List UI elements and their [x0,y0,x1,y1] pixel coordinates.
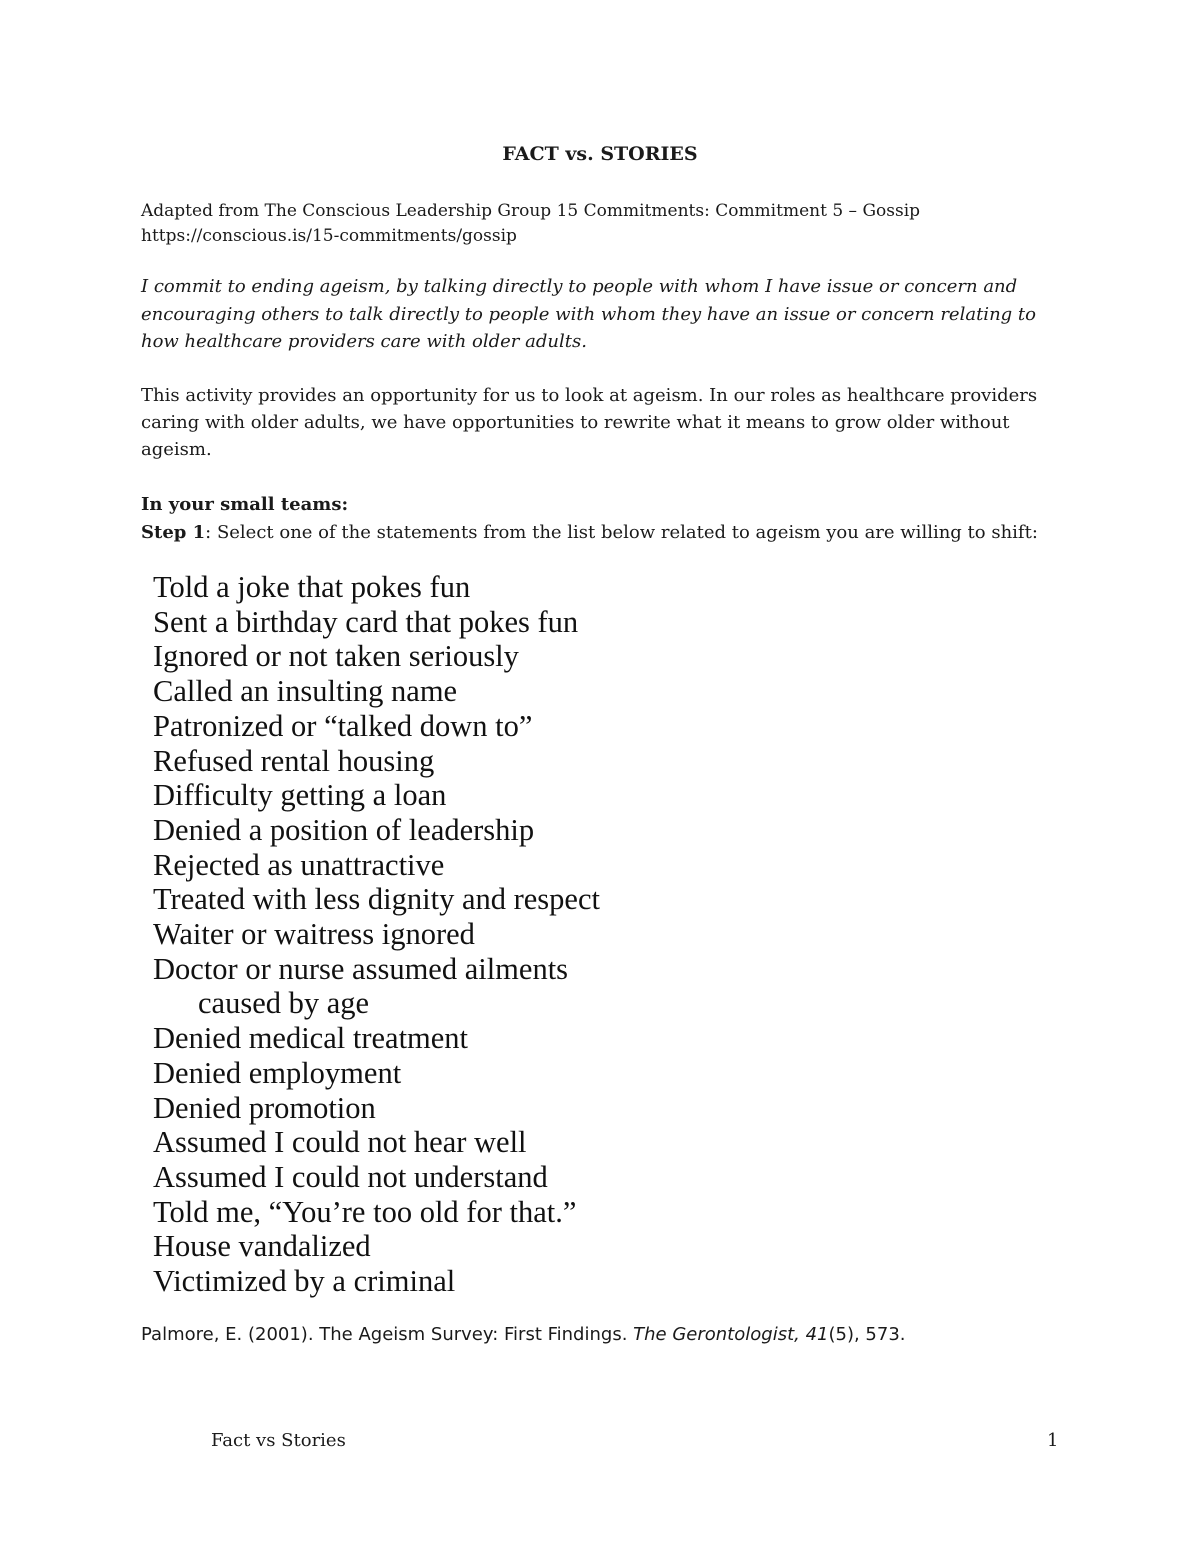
list-item: Called an insulting name [153,674,458,709]
step-1 [141,519,1101,547]
ageism-statements-list [153,570,600,1299]
list-item: Sent a birthday card that pokes fun [153,604,579,639]
citation [141,1322,906,1348]
activity-description: This activity provides an opportunity for us to look at ageism. In our roles as healthcare providers caring with older adults, we have opportunities to rewrite what it means to grow older without ageism. [141,385,1038,460]
attribution-url[interactable]: https://conscious.is/15-commitments/gossip [141,226,517,246]
list-item-continuation-text: caused by age [198,986,370,1021]
list-item: Patronized or “talked down to” [153,708,533,743]
citation-prefix: Palmore, E. (2001). The Ageism Survey: First Findings. [141,1324,634,1345]
document-title: FACT vs. STORIES [502,143,698,165]
list-item: Denied employment [153,1055,402,1090]
attribution [141,199,920,249]
footer-title: Fact vs Stories [211,1430,346,1451]
list-item: Denied medical treatment [153,1021,469,1056]
attribution-source: Adapted from The Conscious Leadership Group 15 Commitments: Commitment 5 – Gossip [141,201,921,221]
list-item-continuation [153,986,600,1021]
list-item: Rejected as unattractive [153,847,445,882]
list-item: Assumed I could not hear well [153,1125,527,1160]
step-1-label: Step 1 [141,522,206,543]
list-item: Waiter or waitress ignored [153,917,475,952]
list-item: Treated with less dignity and respect [153,882,600,917]
list-item: Difficulty getting a loan [153,778,447,813]
list-item: Assumed I could not understand [153,1159,548,1194]
citation-journal: The Gerontologist, 41 [633,1324,829,1345]
list-item: Victimized by a criminal [153,1264,456,1299]
page-number: 1 [1047,1430,1059,1451]
list-item: Told me, “You’re too old for that.” [153,1194,577,1229]
instructions [141,491,1101,547]
step-1-text: : Select one of the statements from the list below related to ageism you are willing to shift: [205,522,1038,543]
list-item: Denied a position of leadership [153,812,535,847]
list-item: Doctor or nurse assumed ailments [153,951,569,986]
list-item: Refused rental housing [153,743,435,778]
list-item: Told a joke that pokes fun [153,570,471,604]
list-item: House vandalized [153,1229,371,1264]
list-item: Ignored or not taken seriously [153,639,519,674]
commitment-statement: I commit to ending ageism, by talking directly to people with whom I have issue or concern and encouraging others to talk directly to people with whom they have an issue or concern relating to how healthcare providers care with older adults. [141,276,1036,352]
list-item: Denied promotion [153,1090,376,1125]
teams-heading: In your small teams: [141,494,349,515]
citation-suffix: (5), 573. [828,1324,906,1345]
